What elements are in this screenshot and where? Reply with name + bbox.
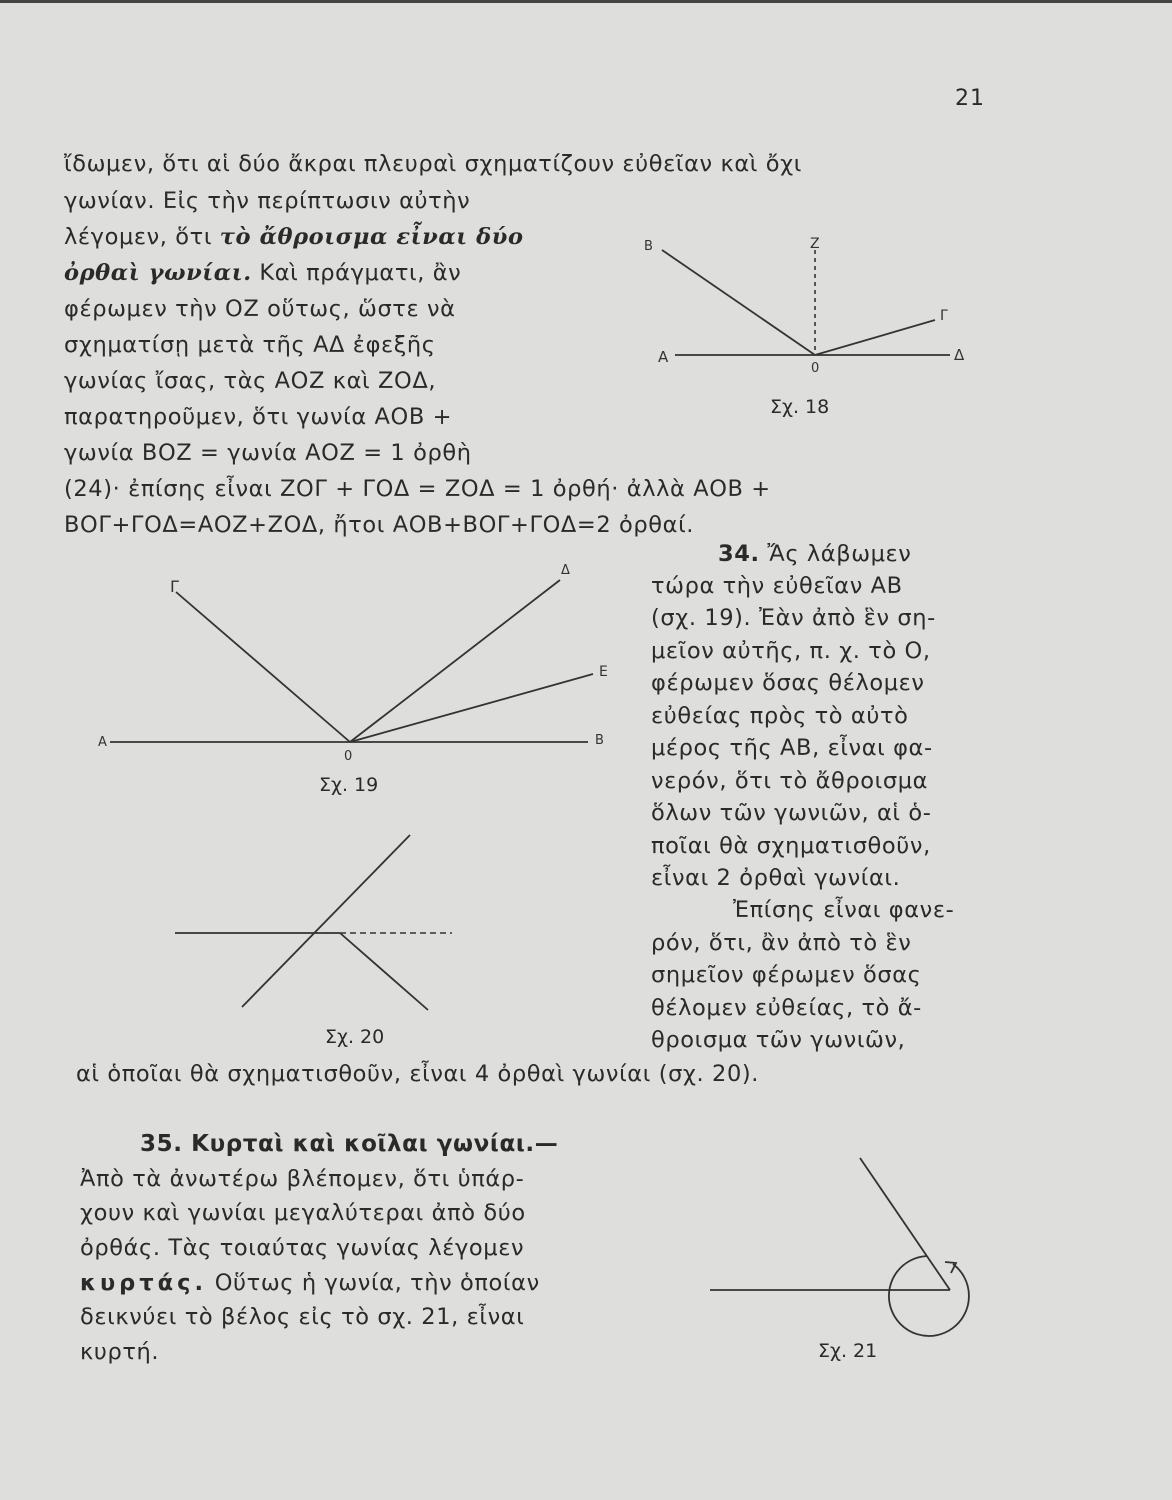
label-g: Γ: [170, 577, 179, 596]
label-g: Γ: [940, 308, 948, 324]
text-line: φέρωμεν τὴν ΟΖ οὕτως, ὥστε νὰ: [64, 296, 456, 322]
text-line: μέρος τῆς ΑΒ, εἶναι φα-: [651, 735, 933, 761]
figure-21-caption: Σχ. 21: [818, 1340, 878, 1362]
text-line: [64, 259, 461, 287]
label-d: Δ: [954, 346, 965, 364]
text-line: (σχ. 19). Ἐὰν ἀπὸ ἓν ση-: [651, 605, 936, 631]
label-b: Β: [644, 239, 653, 254]
line-og: [815, 320, 935, 355]
text-line: ποῖαι θὰ σχηματισθοῦν,: [651, 833, 931, 859]
label-b: Β: [595, 733, 604, 748]
text-span: Ἄς λάβωμεν: [759, 541, 912, 567]
text-line: δεικνύει τὸ βέλος εἰς τὸ σχ. 21, εἶναι: [80, 1304, 525, 1330]
text-line: [80, 1269, 540, 1297]
line-ob: [662, 250, 815, 355]
text-span: Οὕτως ἡ γωνία, τὴν ὁποίαν: [207, 1270, 540, 1296]
text-line: νερόν, ὅτι τὸ ἄθροισμα: [651, 768, 929, 794]
page-number: 21: [955, 86, 985, 111]
text-line: Ἀπὸ τὰ ἀνωτέρω βλέπομεν, ὅτι ὑπάρ-: [80, 1166, 525, 1192]
text-line: εὐθείας πρὸς τὸ αὐτὸ: [651, 703, 909, 729]
section-heading: 35. Κυρταὶ καὶ κοῖλαι γωνίαι.—: [140, 1131, 559, 1157]
text-line: (24)· ἐπίσης εἶναι ΖΟΓ + ΓΟΔ = ΖΟΔ = 1 ὀρθή· ἀλλὰ ΑΟΒ +: [64, 476, 771, 502]
text-line: μεῖον αὐτῆς, π. χ. τὸ Ο,: [651, 638, 931, 664]
text-line: [718, 540, 911, 568]
figure-21: [705, 1150, 1005, 1340]
text-line: Ἐπίσης εἶναι φανε-: [733, 897, 955, 923]
text-line: εἶναι 2 ὀρθαὶ γωνίαι.: [651, 865, 901, 891]
text-line: σχηματίσῃ μετὰ τῆς ΑΔ ἐφεξῆς: [64, 332, 436, 358]
emphasis-text: τὸ ἄθροισμα εἶναι δύο: [219, 224, 524, 250]
text-line: γωνίαν. Εἰς τὴν περίπτωσιν αὐτὴν: [64, 188, 471, 214]
text-line: γωνίας ἴσας, τὰς ΑΟΖ καὶ ΖΟΔ,: [64, 368, 437, 394]
text-line: σημεῖον φέρωμεν ὅσας: [651, 962, 922, 988]
text-line: ὅλων τῶν γωνιῶν, αἱ ὁ-: [651, 800, 932, 826]
text-line: αἱ ὁποῖαι θὰ σχηματισθοῦν, εἶναι 4 ὀρθαὶ γωνίαι (σχ. 20).: [76, 1061, 759, 1087]
figure-20: [170, 825, 470, 1020]
text-line: παρατηροῦμεν, ὅτι γωνία ΑΟΒ +: [64, 404, 453, 430]
line-og: [176, 592, 350, 742]
label-z: Ζ: [810, 236, 820, 252]
line-oe: [350, 674, 593, 742]
text-span: Καὶ πράγματι, ἂν: [251, 260, 462, 286]
line-diag-1: [242, 835, 410, 1007]
emphasis-text: ὀρθαὶ γωνίαι.: [64, 260, 252, 286]
text-line: γωνία ΒΟΖ = γωνία ΑΟΖ = 1 ὀρθὴ: [64, 440, 472, 466]
text-line: τώρα τὴν εὐθεῖαν ΑΒ: [651, 573, 903, 599]
label-a: Α: [98, 735, 107, 750]
figure-18-caption: Σχ. 18: [770, 396, 830, 418]
text-span: λέγομεν, ὅτι: [64, 224, 220, 250]
arc-arrowhead: [945, 1262, 956, 1273]
term-text: κυρτάς.: [80, 1270, 207, 1296]
figure-18: [644, 230, 980, 390]
top-border: [0, 0, 1172, 3]
label-e: Ε: [599, 664, 608, 680]
text-line: κυρτή.: [80, 1339, 160, 1365]
line-diag-2: [340, 933, 428, 1010]
figure-19: [98, 560, 618, 764]
text-line: ὀρθάς. Τὰς τοιαύτας γωνίας λέγομεν: [80, 1235, 525, 1261]
text-line: ΒΟΓ+ΓΟΔ=ΑΟΖ+ΖΟΔ, ἤτοι ΑΟΒ+ΒΟΓ+ΓΟΔ=2 ὀρθαί.: [64, 512, 695, 538]
label-o: 0: [811, 361, 820, 376]
label-a: Α: [658, 348, 669, 366]
text-line: ἴδωμεν, ὅτι αἱ δύο ἄκραι πλευραὶ σχηματίζουν εὐθεῖαν καὶ ὄχι: [64, 151, 802, 177]
figure-19-caption: Σχ. 19: [319, 774, 379, 796]
line-od: [350, 580, 560, 742]
text-line: χουν καὶ γωνίαι μεγαλύτεραι ἀπὸ δύο: [80, 1200, 526, 1226]
reflex-angle-arc: [889, 1256, 969, 1336]
figure-20-caption: Σχ. 20: [325, 1026, 385, 1048]
text-line: [64, 223, 524, 251]
line-diagonal: [860, 1158, 950, 1290]
text-line: φέρωμεν ὅσας θέλομεν: [651, 670, 925, 696]
label-d: Δ: [561, 563, 570, 578]
section-number: 34.: [718, 541, 760, 567]
text-line: ρόν, ὅτι, ἂν ἀπὸ τὸ ἓν: [651, 930, 912, 956]
label-o: 0: [344, 749, 353, 764]
text-line: θέλομεν εὐθείας, τὸ ἄ-: [651, 995, 922, 1021]
text-line: θροισμα τῶν γωνιῶν,: [651, 1027, 906, 1053]
